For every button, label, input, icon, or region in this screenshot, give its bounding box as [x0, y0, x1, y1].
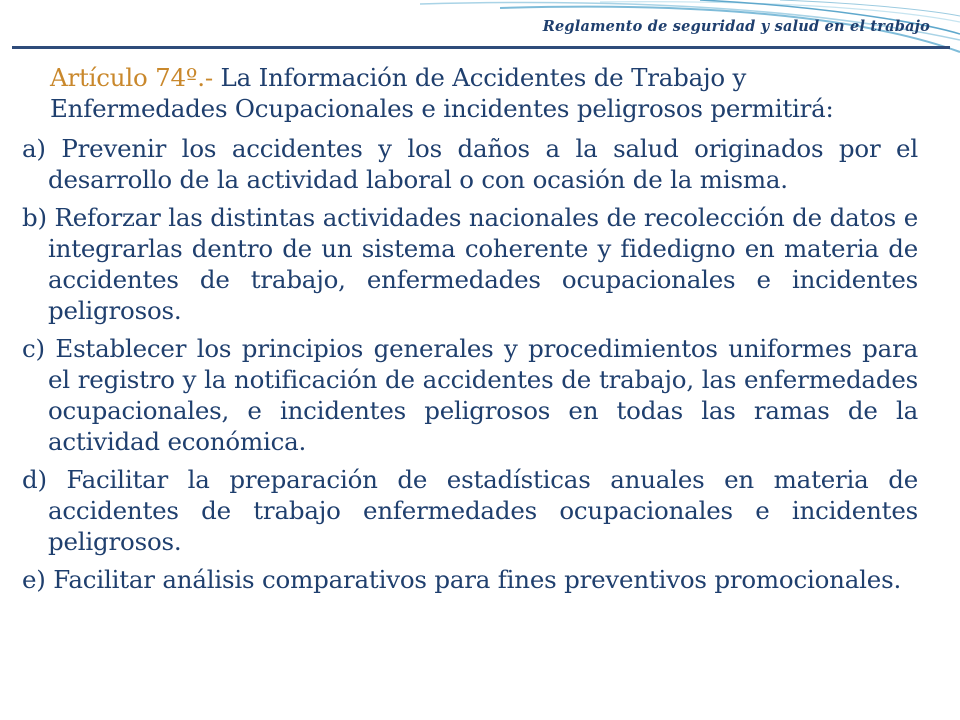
item-marker: e): [22, 565, 46, 594]
item-marker: b): [22, 203, 47, 232]
article-text: La Información de Accidentes de Trabajo y Enfermedades Ocupacionales e incidentes peligrosos permitirá:: [50, 63, 834, 123]
header-title: Reglamento de seguridad y salud en el trabajo: [542, 18, 930, 35]
item-text: Reforzar las distintas actividades nacionales de recolección de datos e integrarlas dentro de un sistema coherente y fidedigno en materia de accidentes de trabajo, enfermedades ocupacionales e incidentes peligrosos.: [46, 203, 918, 325]
list-item: [22, 564, 918, 595]
list-item: [22, 133, 918, 195]
list-item: [22, 333, 918, 457]
article-intro: [22, 62, 918, 124]
item-text: Facilitar análisis comparativos para fines preventivos promocionales.: [45, 565, 902, 594]
item-text: Facilitar la preparación de estadísticas anuales en materia de accidentes de trabajo enfermedades ocupacionales e incidentes peligrosos.: [46, 465, 918, 556]
item-text: Establecer los principios generales y procedimientos uniformes para el registro y la notificación de accidentes de trabajo, las enfermedades ocupacionales, e incidentes peligrosos en todas las ramas de la actividad económica.: [44, 334, 918, 456]
article-label: Artículo 74º.-: [50, 63, 213, 92]
slide-body: [22, 62, 918, 602]
item-marker: c): [22, 334, 45, 363]
item-text: Prevenir los accidentes y los daños a la salud originados por el desarrollo de la actividad laboral o con ocasión de la misma.: [45, 134, 918, 194]
header-divider: [12, 46, 950, 49]
item-marker: a): [22, 134, 46, 163]
list-item: [22, 202, 918, 326]
item-marker: d): [22, 465, 47, 494]
list-item: [22, 464, 918, 557]
